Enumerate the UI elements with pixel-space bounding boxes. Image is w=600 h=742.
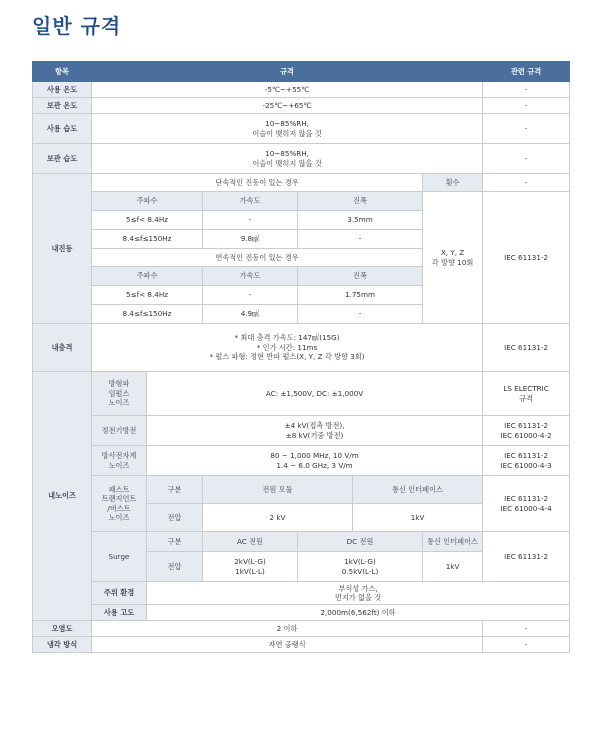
continuous-acc: - <box>203 286 298 305</box>
esd-related-line: IEC 61131-2 <box>504 421 549 431</box>
table-row <box>33 532 570 552</box>
op-hum-spec-line1: 10~85%RH, <box>265 119 309 129</box>
altitude-label: 사용 고도 <box>92 605 147 621</box>
burst-label-line: 패스트 <box>108 484 130 494</box>
radiated-label-line: 노이즈 <box>108 460 130 470</box>
surge-ac-value <box>203 552 298 582</box>
shock-spec <box>92 324 483 372</box>
table-row <box>33 446 570 476</box>
table-row <box>33 98 570 114</box>
esd-label: 정전기방전 <box>92 416 147 446</box>
burst-voltage-label: 전압 <box>147 504 203 532</box>
continuous-col-freq: 주파수 <box>92 267 203 286</box>
radiated-spec <box>147 446 483 476</box>
shock-line: * 인가 시간: 11ms <box>256 342 318 352</box>
op-temp-label: 사용 온도 <box>33 82 92 98</box>
burst-col-power: 전원 모듈 <box>203 476 353 504</box>
count-header: 횟수 <box>423 174 483 192</box>
square-wave-label <box>92 372 147 416</box>
surge-dc-line: 1kV(L-G) <box>344 557 376 567</box>
header-item: 항목 <box>33 62 92 82</box>
header-spec: 규격 <box>92 62 483 82</box>
noise-label: 내노이즈 <box>33 372 92 621</box>
vibration-count-line1: X, Y, Z <box>440 248 465 258</box>
intermittent-freq: 8.4≤f≤150Hz <box>92 230 203 249</box>
radiated-related-line: IEC 61131-2 <box>504 451 549 461</box>
table-row <box>33 174 570 192</box>
st-temp-spec: -25℃~+65℃ <box>92 98 483 114</box>
table-row <box>33 605 570 621</box>
continuous-title: 연속적인 진동이 있는 경우 <box>92 249 423 267</box>
square-wave-related-line: LS ELECTRIC <box>503 384 549 394</box>
altitude-spec: 2,000m(6,562ft) 이하 <box>147 605 570 621</box>
st-temp-label: 보관 온도 <box>33 98 92 114</box>
surge-dc-line: 0.5kV(L-L) <box>341 566 379 576</box>
burst-label-line: 트랜지언트 <box>101 494 137 504</box>
esd-spec <box>147 416 483 446</box>
intermittent-col-amp: 진폭 <box>298 192 423 211</box>
surge-col-ac: AC 전원 <box>203 532 298 552</box>
shock-label: 내충격 <box>33 324 92 372</box>
op-hum-spec <box>92 114 483 144</box>
surge-dc-value <box>298 552 423 582</box>
intermittent-title: 단속적인 진동이 있는 경우 <box>92 174 423 192</box>
st-hum-label: 보관 습도 <box>33 144 92 174</box>
intermittent-amp: 3.5mm <box>298 211 423 230</box>
cooling-label: 냉각 방식 <box>33 637 92 653</box>
spec-table <box>32 61 570 653</box>
count-header-dash: - <box>483 174 570 192</box>
surge-voltage-label: 전압 <box>147 552 203 582</box>
table-row <box>33 476 570 504</box>
pollution-label: 오염도 <box>33 621 92 637</box>
square-wave-related-line: 규격 <box>519 393 534 403</box>
continuous-amp: 1.75mm <box>298 286 423 305</box>
st-hum-spec-line2: 이슬이 맺히지 않을 것 <box>252 158 322 168</box>
burst-comm-value: 1kV <box>353 504 483 532</box>
st-hum-related: - <box>483 144 570 174</box>
esd-spec-line: ±4 kV(접촉 방전), <box>284 421 345 431</box>
env-label: 주위 환경 <box>92 582 147 605</box>
radiated-label <box>92 446 147 476</box>
burst-related <box>483 476 570 532</box>
radiated-spec-line: 1.4 ~ 6.0 GHz, 3 V/m <box>276 460 353 470</box>
table-row <box>33 82 570 98</box>
pollution-related: - <box>483 621 570 637</box>
table-row <box>33 621 570 637</box>
st-hum-spec <box>92 144 483 174</box>
env-spec <box>147 582 570 605</box>
burst-label-line: /버스트 <box>107 503 131 513</box>
table-row <box>33 582 570 605</box>
continuous-freq: 5≤f< 8.4Hz <box>92 286 203 305</box>
continuous-col-acc: 가속도 <box>203 267 298 286</box>
header-row <box>33 62 570 82</box>
op-hum-label: 사용 습도 <box>33 114 92 144</box>
table-row <box>33 416 570 446</box>
surge-comm-value: 1kV <box>423 552 483 582</box>
cooling-related: - <box>483 637 570 653</box>
square-wave-line: 방형파 <box>108 379 130 389</box>
burst-related-line: IEC 61000-4-4 <box>500 503 552 513</box>
burst-power-value: 2 kV <box>203 504 353 532</box>
surge-related: IEC 61131-2 <box>483 532 570 582</box>
intermittent-col-acc: 가속도 <box>203 192 298 211</box>
op-temp-related: - <box>483 82 570 98</box>
vibration-related: IEC 61131-2 <box>483 192 570 324</box>
surge-col-type: 구분 <box>147 532 203 552</box>
env-spec-line: 부식성 가스, <box>338 583 378 593</box>
shock-related: IEC 61131-2 <box>483 324 570 372</box>
intermittent-freq: 5≤f< 8.4Hz <box>92 211 203 230</box>
table-row <box>33 114 570 144</box>
continuous-freq: 8.4≤f≤150Hz <box>92 305 203 324</box>
surge-label: Surge <box>92 532 147 582</box>
surge-ac-line: 1kV(L-L) <box>235 566 265 576</box>
burst-related-line: IEC 61131-2 <box>504 494 549 504</box>
header-related: 관련 규격 <box>483 62 570 82</box>
radiated-label-line: 방사전자계 <box>101 451 137 461</box>
radiated-spec-line: 80 ~ 1,000 MHz, 10 V/m <box>270 451 359 461</box>
table-row <box>33 324 570 372</box>
table-row <box>33 372 570 416</box>
continuous-amp: - <box>298 305 423 324</box>
surge-col-comm: 통신 인터페이스 <box>423 532 483 552</box>
surge-col-dc: DC 전원 <box>298 532 423 552</box>
square-wave-line: 노이즈 <box>108 398 130 408</box>
page-title: 일반 규격 <box>32 14 122 38</box>
table-row <box>33 192 570 211</box>
vibration-label: 내진동 <box>33 174 92 324</box>
cooling-spec: 자연 공랭식 <box>92 637 483 653</box>
radiated-related-line: IEC 61000-4-3 <box>500 460 552 470</box>
continuous-col-amp: 진폭 <box>298 267 423 286</box>
st-hum-spec-line1: 10~85%RH, <box>265 149 309 159</box>
table-row <box>33 637 570 653</box>
radiated-related <box>483 446 570 476</box>
op-temp-spec: -5℃~+55℃ <box>92 82 483 98</box>
shock-line: * 펄스 파형: 정현 반파 펄스(X, Y, Z 각 방향 3회) <box>209 352 365 362</box>
square-wave-related <box>483 372 570 416</box>
shock-line: * 최대 충격 가속도: 147㎨(15G) <box>234 333 340 343</box>
op-hum-related: - <box>483 114 570 144</box>
continuous-acc: 4.9㎨ <box>203 305 298 324</box>
vibration-count-line2: 각 방향 10회 <box>431 257 474 267</box>
esd-related <box>483 416 570 446</box>
surge-ac-line: 2kV(L-G) <box>234 557 266 567</box>
esd-spec-line: ±8 kV(기중 방전) <box>285 430 344 440</box>
intermittent-acc: - <box>203 211 298 230</box>
pollution-spec: 2 이하 <box>92 621 483 637</box>
intermittent-acc: 9.8㎨ <box>203 230 298 249</box>
env-spec-line: 먼지가 없을 것 <box>334 593 382 602</box>
intermittent-col-freq: 주파수 <box>92 192 203 211</box>
burst-col-comm: 통신 인터페이스 <box>353 476 483 504</box>
burst-col-type: 구분 <box>147 476 203 504</box>
op-hum-spec-line2: 이슬이 맺히지 않을 것 <box>252 128 322 138</box>
esd-related-line: IEC 61000-4-2 <box>500 430 552 440</box>
square-wave-spec: AC: ±1,500V, DC: ±1,000V <box>147 372 483 416</box>
square-wave-line: 임펄스 <box>108 388 130 398</box>
burst-label <box>92 476 147 532</box>
intermittent-amp: - <box>298 230 423 249</box>
st-temp-related: - <box>483 98 570 114</box>
vibration-count <box>423 192 483 324</box>
burst-label-line: 노이즈 <box>108 512 130 522</box>
table-row <box>33 144 570 174</box>
